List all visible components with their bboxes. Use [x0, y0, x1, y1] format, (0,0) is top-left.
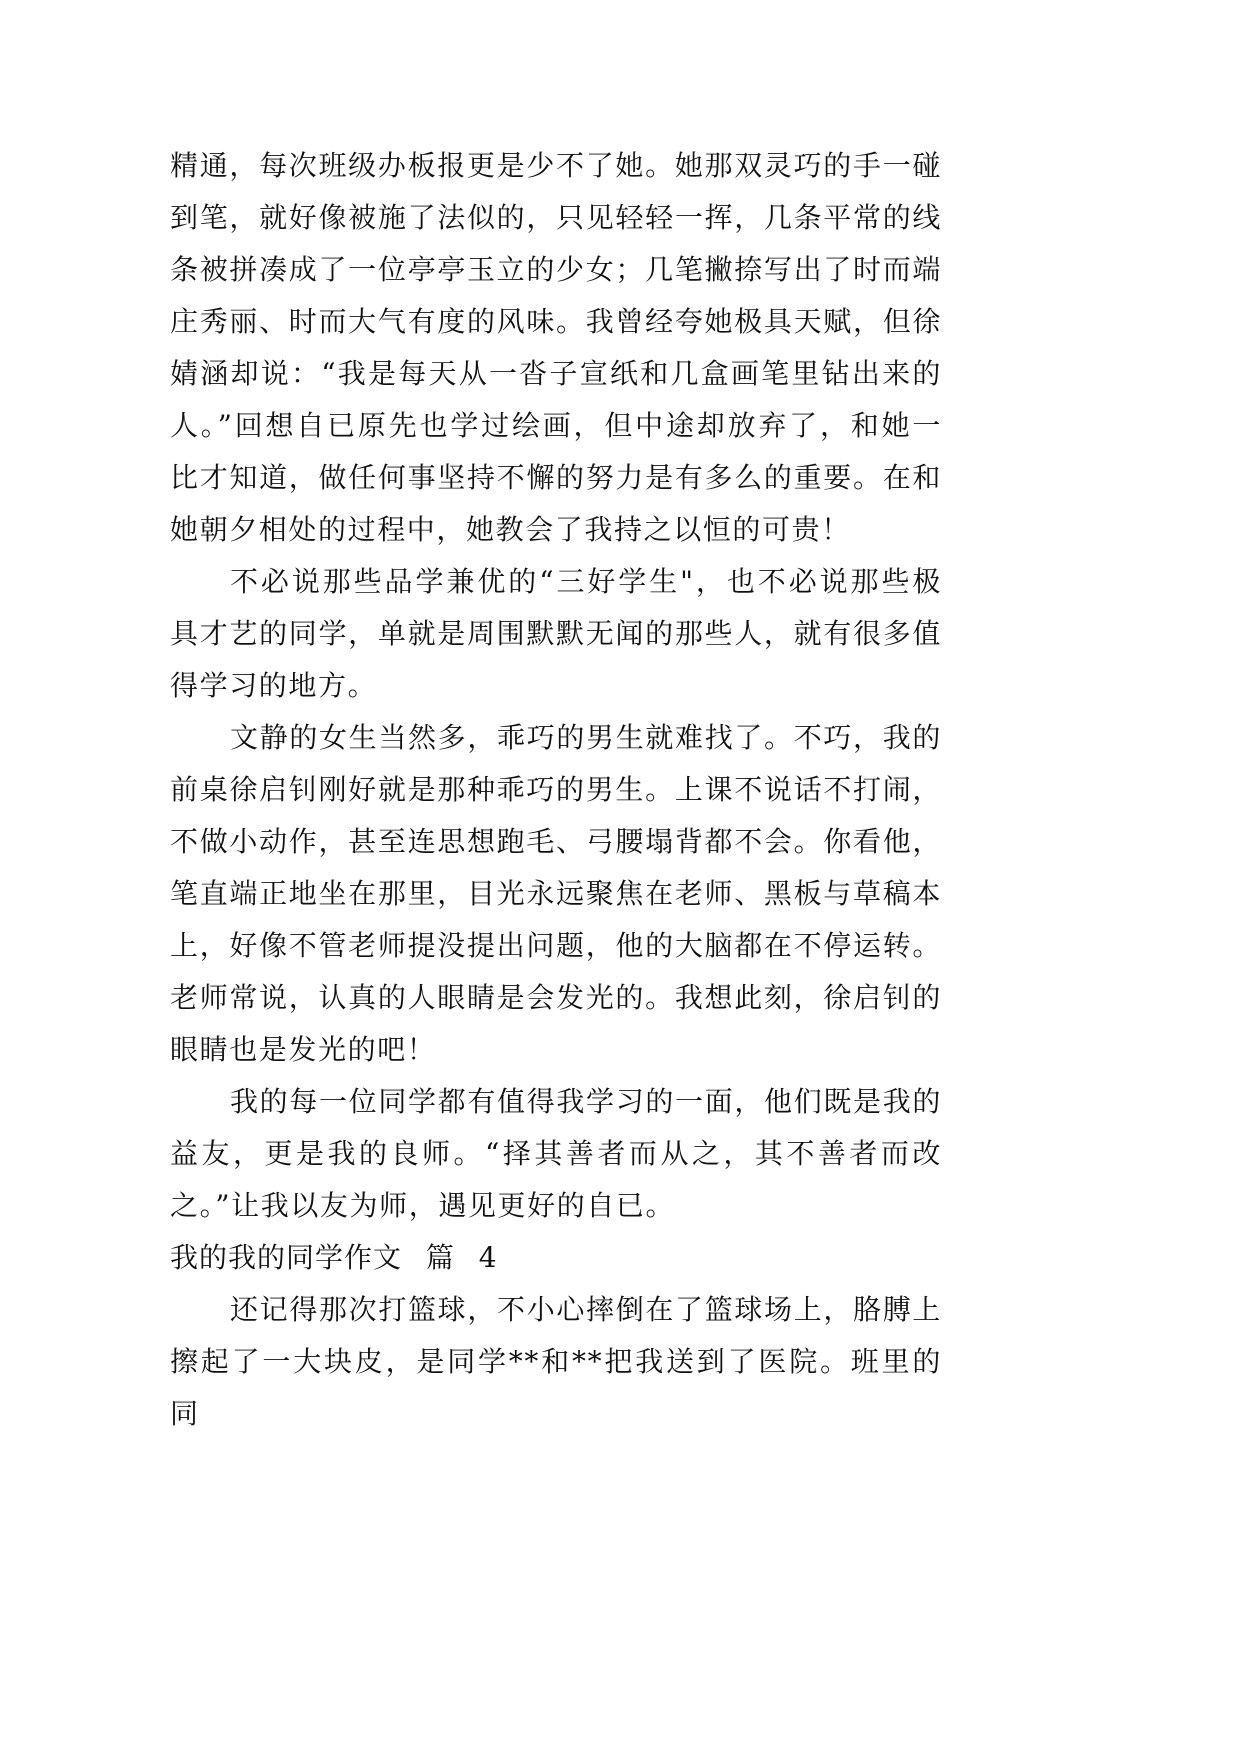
- text-line: 眼睛也是发光的吧！: [170, 1033, 437, 1066]
- text-line: 到笔，就好像被施了法似的，只见轻轻一挥，几条平常的线: [170, 201, 942, 234]
- text-line: 得学习的地方。: [170, 669, 378, 702]
- paragraph: [170, 1076, 942, 1232]
- paragraph: [170, 1284, 942, 1430]
- text-line: 前桌徐启钊刚好就是那种乖巧的男生。上课不说话不打闹，: [170, 773, 942, 806]
- text-column: [170, 140, 942, 1430]
- text-line: 我的每一位同学都有值得我学习的一面，他们既是我的: [230, 1085, 942, 1118]
- text-line: 条被拼凑成了一位亭亭玉立的少女；几笔撇捺写出了时而端: [170, 253, 942, 286]
- text-line: 不必说那些品学兼优的“三好学生"，也不必说那些极: [230, 565, 942, 598]
- text-line: 婧涵却说：“我是每天从一沓子宣纸和几盒画笔里钻出来的: [170, 357, 942, 390]
- text-line: 具才艺的同学，单就是周围默默无闻的那些人，就有很多值: [170, 617, 942, 650]
- text-line: 还记得那次打篮球，不小心摔倒在了篮球场上，胳膊上: [230, 1293, 942, 1326]
- text-line: 人。”回想自已原先也学过绘画，但中途却放弃了，和她一: [170, 409, 942, 442]
- text-line: 笔直端正地坐在那里，目光永远聚焦在老师、黑板与草稿本: [170, 877, 942, 910]
- paragraph-continued: [170, 140, 942, 556]
- text-line: 擦起了一大块皮，是同学**和**把我送到了医院。班里的同: [170, 1345, 942, 1430]
- paragraph: [170, 556, 942, 712]
- section-heading: 我的我的同学作文 篇 4: [170, 1241, 498, 1274]
- text-line: 之。”让我以友为师，遇见更好的自已。: [170, 1189, 676, 1222]
- paragraph: [170, 712, 942, 1076]
- text-line: 她朝夕相处的过程中，她教会了我持之以恒的可贵！: [170, 513, 851, 546]
- text-line: 庄秀丽、时而大气有度的风味。我曾经夸她极具天赋，但徐: [170, 305, 942, 338]
- text-line: 文静的女生当然多，乖巧的男生就难找了。不巧，我的: [230, 721, 942, 754]
- text-line: 益友，更是我的良师。“择其善者而从之，其不善者而改: [170, 1137, 942, 1170]
- text-line: 老师常说，认真的人眼睛是会发光的。我想此刻，徐启钊的: [170, 981, 942, 1014]
- text-line: 不做小动作，甚至连思想跑毛、弓腰塌背都不会。你看他，: [170, 825, 942, 858]
- text-line: 精通，每次班级办板报更是少不了她。她那双灵巧的手一碰: [170, 149, 942, 182]
- text-line: 上，好像不管老师提没提出问题，他的大脑都在不停运转。: [170, 929, 942, 962]
- text-line: 比才知道，做任何事坚持不懈的努力是有多么的重要。在和: [170, 461, 942, 494]
